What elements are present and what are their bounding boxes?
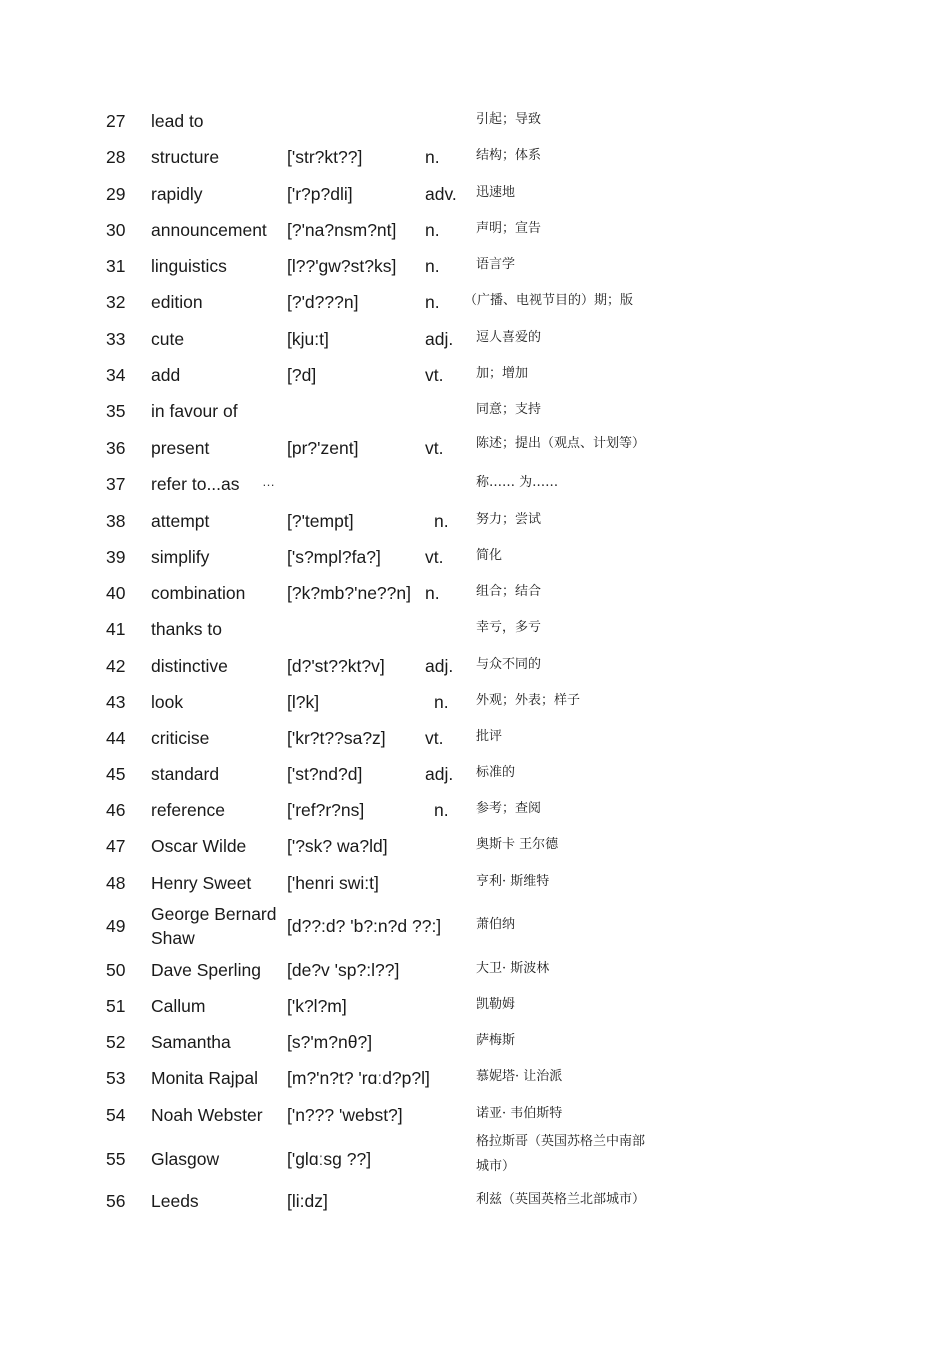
entry-meaning: 语言学	[476, 257, 516, 272]
entry-number: 38	[106, 511, 126, 531]
entry-meaning: 称…… 为……	[476, 475, 559, 490]
entry-phonetic: [m?'n?t? 'rɑːd?p?l]	[287, 1068, 430, 1088]
entry-number: 35	[106, 401, 126, 421]
entry-phonetic: [?'na?nsm?nt]	[287, 220, 397, 240]
entry-part-of-speech: adj.	[425, 656, 454, 676]
entry-word: simplify	[151, 547, 210, 567]
entry-meaning: 萨梅斯	[476, 1033, 516, 1048]
entry-number: 46	[106, 800, 126, 820]
entry-phonetic: ['str?kt??]	[287, 147, 363, 167]
entry-meaning: （广播、电视节目的）期；版	[464, 293, 634, 308]
entry-word: Monita Rajpal	[151, 1068, 258, 1088]
entry-word: reference	[151, 800, 225, 820]
entry-word: attempt	[151, 511, 210, 531]
entry-number: 47	[106, 836, 126, 856]
entry-number: 31	[106, 256, 126, 276]
entry-word: Dave Sperling	[151, 960, 261, 980]
entry-number: 39	[106, 547, 126, 567]
entry-part-of-speech: n.	[425, 256, 440, 276]
entry-part-of-speech: n.	[425, 292, 440, 312]
entry-meaning: 结构；体系	[476, 148, 542, 163]
entry-word: look	[151, 692, 184, 712]
entry-number: 28	[106, 147, 126, 167]
entry-number: 29	[106, 184, 126, 204]
entry-part-of-speech: vt.	[425, 547, 444, 567]
entry-word: Henry Sweet	[151, 873, 252, 893]
entry-phonetic: [pr?'zent]	[287, 438, 359, 458]
entry-number: 36	[106, 438, 126, 458]
entry-number: 42	[106, 656, 126, 676]
entry-meaning: 参考；查阅	[476, 801, 542, 816]
entry-meaning: 大卫· 斯波林	[476, 961, 550, 976]
entry-phonetic: [l??'gw?st?ks]	[287, 256, 397, 276]
entry-word: structure	[151, 147, 220, 167]
entry-word: Leeds	[151, 1191, 199, 1211]
entry-meaning: 萧伯纳	[476, 917, 516, 932]
entry-meaning: 凯勒姆	[476, 997, 516, 1012]
entry-phonetic: [d??:d? 'b?:n?d ??:]	[287, 916, 442, 936]
entry-word: Noah Webster	[151, 1105, 263, 1125]
entry-part-of-speech: adj.	[425, 764, 454, 784]
entry-number: 51	[106, 996, 126, 1016]
entry-word: combination	[151, 583, 246, 603]
entry-phonetic: [de?v 'sp?:l??]	[287, 960, 400, 980]
entry-word: edition	[151, 292, 203, 312]
entry-number: 55	[106, 1149, 126, 1169]
entry-meaning: 慕妮塔· 让治派	[476, 1069, 563, 1084]
entry-number: 27	[106, 111, 126, 131]
entry-phonetic: ['n??? 'webst?]	[287, 1105, 403, 1125]
entry-word: in favour of	[151, 401, 238, 421]
entry-part-of-speech: n.	[425, 583, 440, 603]
entry-number: 41	[106, 619, 126, 639]
entry-word: cute	[151, 329, 185, 349]
entry-phonetic: [?k?mb?'ne??n]	[287, 583, 411, 603]
entry-number: 49	[106, 916, 126, 936]
entry-word: distinctive	[151, 656, 228, 676]
entry-number: 30	[106, 220, 126, 240]
entry-meaning: 幸亏，多亏	[476, 620, 542, 635]
entry-phonetic: [d?'st??kt?v]	[287, 656, 385, 676]
entry-number: 33	[106, 329, 126, 349]
entry-part-of-speech: n.	[434, 511, 449, 531]
entry-part-of-speech: vt.	[425, 728, 444, 748]
entry-word: Glasgow	[151, 1149, 220, 1169]
entry-number: 40	[106, 583, 126, 603]
entry-part-of-speech: adv.	[425, 184, 457, 204]
entry-meaning: 批评	[476, 729, 503, 744]
entry-meaning: 简化	[476, 548, 503, 563]
entry-word: rapidly	[151, 184, 203, 204]
entry-number: 32	[106, 292, 126, 312]
entry-meaning: 与众不同的	[476, 657, 542, 672]
entry-phonetic: [?'d???n]	[287, 292, 359, 312]
entry-number: 48	[106, 873, 126, 893]
entry-number: 37	[106, 474, 126, 494]
entry-number: 50	[106, 960, 126, 980]
entry-meaning: 亨利· 斯维特	[476, 874, 550, 889]
entry-word: refer to...as	[151, 474, 240, 494]
entry-word: Samantha	[151, 1032, 231, 1052]
entry-meaning: 诺亚· 韦伯斯特	[476, 1106, 563, 1121]
entry-meaning: 利兹（英国英格兰北部城市）	[476, 1192, 646, 1207]
entry-number: 53	[106, 1068, 126, 1088]
entry-word: linguistics	[151, 256, 227, 276]
entry-number: 44	[106, 728, 126, 748]
entry-phonetic: ['kr?t??sa?z]	[287, 728, 386, 748]
entry-phonetic: ['ref?r?ns]	[287, 800, 365, 820]
entry-phonetic: [?'tempt]	[287, 511, 354, 531]
entry-word: add	[151, 365, 181, 385]
entry-number: 34	[106, 365, 126, 385]
entry-phonetic: [?d]	[287, 365, 317, 385]
entry-number: 45	[106, 764, 126, 784]
entry-word: thanks to	[151, 619, 223, 639]
entry-part-of-speech: n.	[434, 800, 449, 820]
entry-word: Oscar Wilde	[151, 836, 247, 856]
entry-phonetic: [kju:t]	[287, 329, 329, 349]
entry-phonetic: ['?sk? wa?ld]	[287, 836, 388, 856]
entry-phonetic: ['st?nd?d]	[287, 764, 363, 784]
entry-meaning: 努力；尝试	[476, 512, 542, 527]
entry-part-of-speech: n.	[425, 220, 440, 240]
entry-meaning: 奥斯卡 王尔德	[476, 837, 559, 852]
entry-part-of-speech: n.	[434, 692, 449, 712]
entry-number: 52	[106, 1032, 126, 1052]
entry-number: 56	[106, 1191, 126, 1211]
entry-meaning: 迅速地	[476, 185, 516, 200]
entry-number: 43	[106, 692, 126, 712]
entry-phonetic: ['henri swi:t]	[287, 873, 379, 893]
entry-phonetic: ['ɡlɑːsɡ ??]	[287, 1149, 372, 1169]
entry-part-of-speech: adj.	[425, 329, 454, 349]
entry-phonetic: ['s?mpl?fa?]	[287, 547, 381, 567]
entry-meaning: 格拉斯哥（英国苏格兰中南部城市）	[476, 1134, 646, 1174]
entry-phonetic: [li:dz]	[287, 1191, 328, 1211]
entry-meaning: 同意；支持	[476, 402, 542, 417]
entry-part-of-speech: vt.	[425, 365, 444, 385]
entry-part-of-speech: n.	[425, 147, 440, 167]
entry-meaning: 逗人喜爱的	[476, 330, 542, 345]
entry-phonetic: ['k?l?m]	[287, 996, 347, 1016]
entry-word: Callum	[151, 996, 206, 1016]
entry-phonetic: ['r?p?dli]	[287, 184, 353, 204]
entry-number: 54	[106, 1105, 126, 1125]
entry-meaning: 标准的	[476, 765, 516, 780]
entry-word: announcement	[151, 220, 267, 240]
entry-ellipsis: …	[262, 474, 275, 489]
entry-meaning: 加；增加	[476, 366, 529, 381]
entry-meaning: 外观；外表；样子	[476, 693, 581, 708]
entry-meaning: 声明；宣告	[476, 221, 542, 236]
entry-part-of-speech: vt.	[425, 438, 444, 458]
entry-meaning: 陈述；提出（观点、计划等）	[476, 436, 646, 451]
entry-word: lead to	[151, 111, 204, 131]
entry-word: George Bernard Shaw	[151, 904, 277, 948]
entry-meaning: 组合；结合	[476, 584, 542, 599]
entry-phonetic: [l?k]	[287, 692, 320, 712]
entry-phonetic: [s?'m?nθ?]	[287, 1032, 373, 1052]
entry-word: present	[151, 438, 210, 458]
entry-word: criticise	[151, 728, 210, 748]
entry-meaning: 引起；导致	[476, 112, 542, 127]
entry-word: standard	[151, 764, 220, 784]
